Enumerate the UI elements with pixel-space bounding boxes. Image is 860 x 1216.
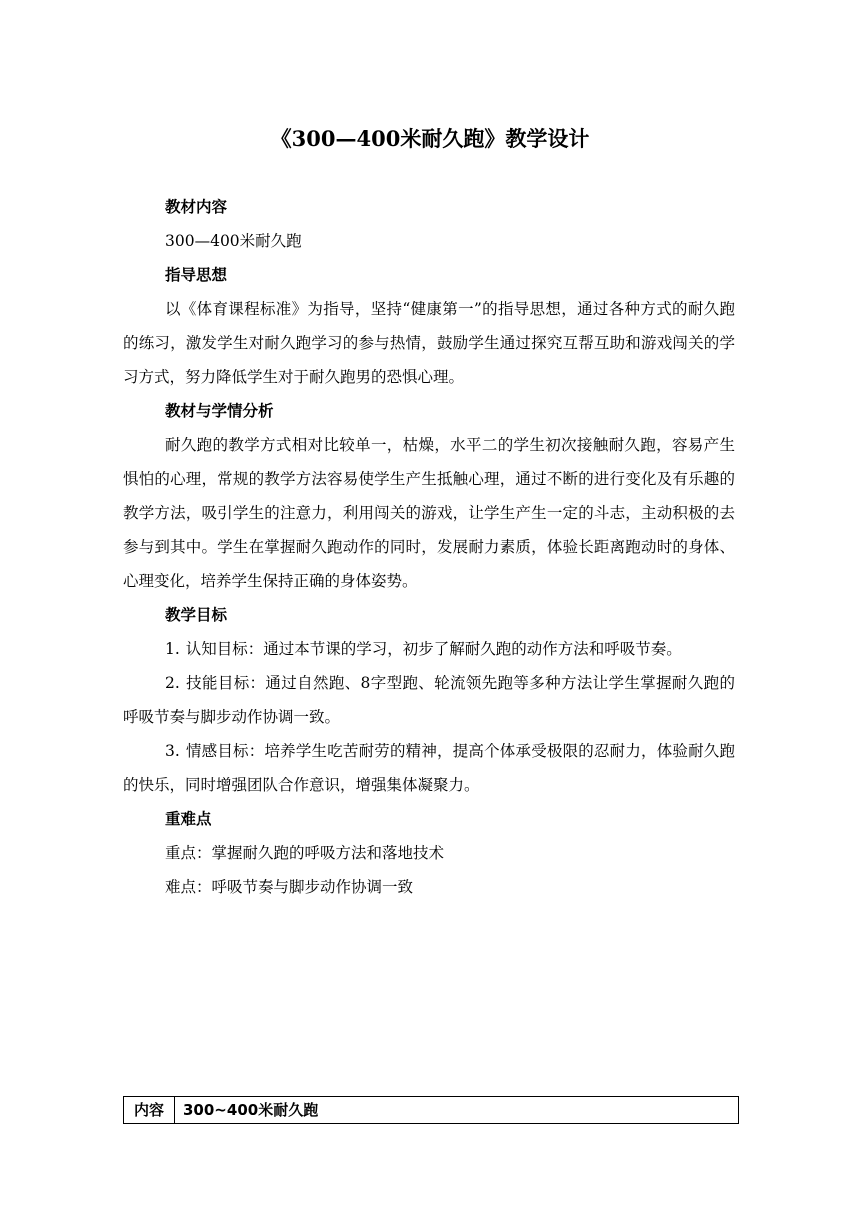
goal-text: 情感目标：培养学生吃苦耐劳的精神，提高个体承受极限的忍耐力，体验耐久跑的快乐，同时增强团队合作意识，增强集体凝聚力。 [123, 742, 735, 794]
page-title: 《300—400米耐久跑》教学设计 [270, 126, 590, 151]
table-value-cell: 300~400米耐久跑 [183, 1101, 319, 1119]
content-heading: 教材内容 [165, 197, 228, 216]
guide-heading: 指导思想 [165, 265, 228, 284]
content-table [123, 1096, 739, 1124]
document-body [123, 190, 735, 904]
key-point-text: 重点：掌握耐久跑的呼吸方法和落地技术 [165, 844, 445, 862]
analysis-text: 耐久跑的教学方式相对比较单一，枯燥，水平二的学生初次接触耐久跑，容易产生惧怕的心理，常规的教学方法容易使学生产生抵触心理，通过不断的进行变化及有乐趣的教学方法，吸引学生的注意力，利用闯关的游戏，让学生产生一定的斗志，主动积极的去参与到其中。学生在掌握耐久跑动作的同时，发展耐力素质，体验长距离跑动时的身体、心理变化，培养学生保持正确的身体姿势。 [123, 436, 735, 590]
goal-item [123, 632, 735, 666]
goal-text: 技能目标：通过自然跑、8字型跑、轮流领先跑等多种方法让学生掌握耐久跑的呼吸节奏与脚步动作协调一致。 [123, 674, 735, 726]
goals-heading: 教学目标 [165, 605, 228, 624]
difficult-point-text: 难点：呼吸节奏与脚步动作协调一致 [165, 878, 414, 896]
goal-number: 2. [165, 674, 180, 692]
difficulty-heading: 重难点 [165, 809, 212, 828]
goal-item [123, 734, 735, 802]
goal-number: 3. [165, 742, 180, 760]
goal-item [123, 666, 735, 734]
goal-text: 认知目标：通过本节课的学习，初步了解耐久跑的动作方法和呼吸节奏。 [185, 640, 682, 658]
table-label-cell: 内容 [124, 1097, 175, 1123]
analysis-heading: 教材与学情分析 [165, 401, 274, 420]
goal-number: 1. [165, 640, 180, 658]
guide-text: 以《体育课程标准》为指导，坚持“健康第一”的指导思想，通过各种方式的耐久跑的练习，激发学生对耐久跑学习的参与热情，鼓励学生通过探究互帮互助和游戏闯关的学习方式，努力降低学生对于耐久跑男的恐惧心理。 [123, 300, 735, 386]
content-text: 300—400米耐久跑 [165, 232, 302, 250]
